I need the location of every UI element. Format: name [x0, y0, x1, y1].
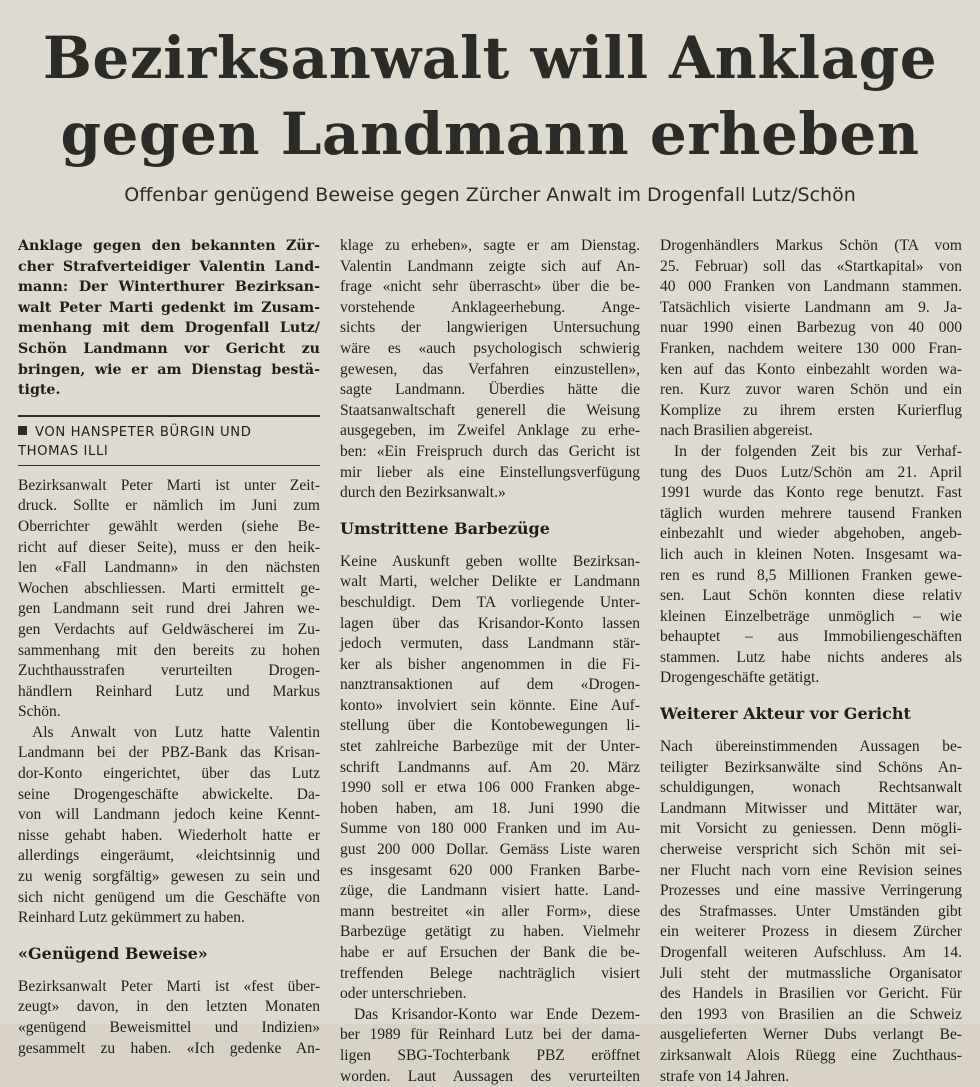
- text-line: Schön Landmann vor Gericht zu: [18, 340, 320, 357]
- paragraph: [660, 236, 962, 442]
- text-line: ren es rund 8,5 Millionen Franken gewe-: [660, 566, 962, 584]
- text-line: len «Fall Landmann» in den nächsten: [18, 559, 320, 577]
- text-line: ausgegeben, im Zweifel Anklage zu erhe-: [340, 422, 640, 440]
- text-line: Oberrichter gewählt werden (siehe Be-: [18, 517, 320, 535]
- text-line: hoben haben, am 18. Juni 1990 die: [340, 799, 640, 817]
- text-line: 1990 soll er etwa 106 000 Franken abge-: [340, 779, 640, 797]
- text-line: jedoch vermuten, dass Landmann stär-: [340, 635, 640, 653]
- text-line: ren. Kurz zuvor waren Schön und ein: [660, 381, 962, 399]
- text-line: 40 000 Franken von Landmann stammen.: [660, 278, 962, 296]
- text-line: dor-Konto eingerichtet, über das Lutz: [18, 765, 320, 783]
- text-line: mir lieber als eine Einstellungsverfügung: [340, 463, 640, 481]
- paragraph: [660, 442, 962, 689]
- text-line: schrift Landmanns auf. Am 20. März: [340, 758, 640, 776]
- text-line: schuldigungen, wonach Rechtsanwalt: [660, 779, 962, 797]
- text-line: ker als bisher angenommen in die Fi-: [340, 655, 640, 673]
- text-line: Wochen abschliessen. Marti ermittelt ge-: [18, 579, 320, 597]
- text-line: stellung über die Kontobewegungen li-: [340, 717, 640, 735]
- text-line: nanztransaktionen auf dem «Drogen-: [340, 676, 640, 694]
- text-line: konto» involviert sein könnte. Eine Auf-: [340, 696, 640, 714]
- text-line: Barbezüge getätigt zu haben. Vielmehr: [340, 923, 640, 941]
- text-line: teiligter Bezirksanwälte sind Schöns An-: [660, 758, 962, 776]
- text-line: gewesen, das Verfahren einzustellen»,: [340, 360, 640, 378]
- text-line: Tatsächlich visierte Landmann am 9. Ja-: [660, 298, 962, 316]
- text-line: Keine Auskunft geben wollte Bezirksan-: [340, 552, 640, 570]
- text-line: ligen SBG-Tochterbank PBZ eröffnet: [340, 1046, 640, 1064]
- text-line: Juli steht der mutmassliche Organisator: [660, 964, 962, 982]
- text-line: cher Strafverteidiger Valentin Land-: [18, 258, 320, 275]
- text-line: zeugt» davon, in den letzten Monaten: [18, 998, 320, 1016]
- text-line: zirksanwalt Alois Rüegg eine Zuchthaus-: [660, 1046, 962, 1064]
- text-line: Drogenfall weiteren Aufschluss. Am 14.: [660, 944, 962, 961]
- section-heading: Weiterer Akteur vor Gericht: [660, 704, 911, 724]
- text-line: sen. Laut Schön konnten diese relativ: [660, 587, 962, 605]
- paragraph: [18, 723, 320, 929]
- text-line: des Strafmasses. Unter Umständen gibt: [660, 902, 962, 920]
- text-line: Nach übereinstimmenden Aussagen be-: [660, 738, 962, 756]
- square-bullet-icon: [18, 426, 27, 435]
- text-line: des Handels in Brasilien vor Gericht. Für: [660, 985, 962, 1003]
- text-line: allerdings eingeräumt, «leichtsinnig und: [18, 847, 320, 865]
- text-line: richt auf dieser Seite), muss er den heik-: [18, 538, 320, 556]
- text-line: von will Landmann jedoch keine Kennt-: [18, 806, 320, 824]
- text-line: habe er auf Ersuchen der Bank die be-: [340, 944, 640, 961]
- text-line: Staatsanwaltschaft generell die Weisung: [340, 401, 640, 419]
- text-line: den 1993 von Brasilien an die Schweiz: [660, 1005, 962, 1023]
- text-line: worden. Laut Aussagen des verurteilten: [340, 1067, 640, 1085]
- text-line: zu wenig sorgfältig» gewesen zu sein und: [18, 868, 320, 886]
- text-line: bringen, wie er am Dienstag bestä-: [18, 361, 320, 378]
- paragraph: [660, 737, 962, 1087]
- text-line: mann bestreitet «in aller Form», diese: [340, 902, 640, 920]
- text-line: Bezirksanwalt Peter Marti ist «fest über-: [18, 977, 320, 995]
- text-line: Zuchthausstrafen verurteilten Drogen-: [18, 662, 320, 680]
- section-heading: «Genügend Beweise»: [18, 943, 208, 963]
- text-line: frage «nicht sehr überrascht» über die be-: [340, 278, 640, 296]
- text-line: sagte Landmann. Überdies hätte die: [340, 381, 640, 399]
- paragraph: [340, 1005, 640, 1087]
- paragraph: [340, 236, 640, 504]
- text-line: ner Flucht nach vorn eine Revision seines: [660, 861, 962, 879]
- text-line: lich auch in kleinen Noten. Insgesamt wa-: [660, 545, 962, 563]
- text-line: stet zahlreiche Barbezüge mit der Unter-: [340, 738, 640, 756]
- text-line: seine Drogengeschäfte abwickelte. Da-: [18, 785, 320, 803]
- text-line: Reinhard Lutz gekümmert zu haben.: [18, 909, 245, 927]
- text-line: beschuldigt. Dem TA vorliegende Unter-: [340, 593, 640, 611]
- text-line: druck. Sollte er nämlich im Juni zum: [18, 497, 320, 515]
- text-line: sammenhang mit den bereits zu hohen: [18, 641, 320, 659]
- text-line: Komplize zu ihrem ersten Kurierflug: [660, 401, 962, 419]
- lead-paragraph: [18, 236, 320, 401]
- text-line: Valentin Landmann zeigte sich auf An-: [340, 257, 640, 275]
- text-line: Prozesses und eine massive Verringerung: [660, 882, 962, 900]
- column-3: [660, 236, 962, 1087]
- text-line: menhang mit dem Drogenfall Lutz/: [18, 320, 320, 337]
- paragraph: [18, 977, 320, 1059]
- text-line: klage zu erheben», sagte er am Dienstag.: [340, 237, 640, 254]
- text-line: behauptet – aus Immobiliengeschäften: [660, 628, 962, 646]
- text-line: ben: «Ein Freispruch durch das Gericht ist: [340, 442, 640, 460]
- subtitle: Offenbar genügend Beweise gegen Zürcher Anwalt im Drogenfall Lutz/Schön: [124, 184, 856, 206]
- text-line: einbezahlt und wieder abgehoben, angeb-: [660, 525, 962, 543]
- text-line: Franken, nachdem weitere 130 000 Fran-: [660, 339, 962, 357]
- text-line: tung des Duos Lutz/Schön am 21. April: [660, 463, 962, 481]
- text-line: 1991 wurde das Konto rege benutzt. Fast: [660, 484, 962, 502]
- section-heading: Umstrittene Barbezüge: [340, 518, 550, 538]
- text-line: täglich wurden mehrere tausend Franken: [660, 504, 962, 522]
- text-line: Landmann bei der PBZ-Bank das Krisan-: [18, 744, 320, 762]
- text-line: ausgelieferten Werner Dubs verlangt Be-: [660, 1026, 962, 1044]
- paragraph: [340, 552, 640, 1005]
- text-line: Schön.: [18, 703, 61, 721]
- text-line: Landmann Mitwisser und Mittäter war,: [660, 799, 962, 817]
- text-line: mit Vorsicht zu geniessen. Denn mögli-: [660, 820, 962, 838]
- text-line: walt Peter Marti gedenkt im Zusam-: [18, 299, 320, 316]
- byline-line: THOMAS ILLI: [18, 443, 109, 459]
- text-line: züge, die Landmann visiert hatte. Land-: [340, 882, 640, 900]
- text-line: sich nicht genügend um die Geschäfte von: [18, 888, 320, 906]
- text-line: ken auf das Konto einbezahlt worden wa-: [660, 360, 962, 378]
- text-line: nisse gehabt haben. Wiederholt hatte er: [18, 826, 320, 844]
- text-line: wäre es «auch psychologisch schwierig: [340, 339, 640, 357]
- text-line: ein weiterer Prozess in diesem Zürcher: [660, 923, 962, 941]
- text-line: nach Brasilien abgereist.: [660, 422, 813, 440]
- text-line: nuar 1990 einen Barbezug von 40 000: [660, 319, 962, 337]
- text-line: Drogenhändlers Markus Schön (TA vom: [660, 237, 962, 254]
- text-line: Als Anwalt von Lutz hatte Valentin: [32, 723, 320, 741]
- headline-line: Bezirksanwalt will Anklage: [42, 24, 938, 92]
- text-line: tigte.: [18, 382, 61, 399]
- text-line: Drogengeschäfte getätigt.: [660, 669, 820, 687]
- text-line: mann: Der Winterthurer Bezirksan-: [18, 279, 320, 296]
- text-line: oder unterschrieben.: [340, 985, 467, 1003]
- text-line: stammen. Lutz habe nichts anderes als: [660, 648, 962, 666]
- text-line: strafe von 14 Jahren.: [660, 1067, 790, 1085]
- text-line: walt Marti, welcher Delikte er Landmann: [340, 573, 640, 591]
- column-1: [18, 236, 320, 1059]
- byline: [18, 415, 320, 466]
- byline-line: VON HANSPETER BÜRGIN UND: [35, 424, 252, 440]
- text-line: sichts der langwierigen Untersuchung: [340, 319, 640, 337]
- headline-line: gegen Landmann erheben: [60, 100, 920, 168]
- paragraph: [18, 476, 320, 723]
- text-line: gen Landmann seit rund drei Jahren we-: [18, 600, 320, 618]
- text-line: «genügend Beweismittel und Indizien»: [18, 1019, 320, 1036]
- text-line: Anklage gegen den bekannten Zür-: [18, 238, 320, 254]
- text-line: Bezirksanwalt Peter Marti ist unter Zeit-: [18, 476, 320, 494]
- text-line: Summe von 180 000 Franken und im Au-: [340, 820, 640, 838]
- text-line: In der folgenden Zeit bis zur Verhaf-: [674, 442, 962, 460]
- text-line: treffenden Belege nachträglich visiert: [340, 964, 640, 982]
- text-line: ber 1989 für Reinhard Lutz bei der dama-: [340, 1026, 640, 1044]
- text-line: gen Verdachts auf Geldwäscherei im Zu-: [18, 620, 320, 638]
- text-line: gust 200 000 Dollar. Gemäss Liste waren: [340, 841, 640, 859]
- text-line: 25. Februar) soll das «Startkapital» von: [660, 257, 962, 275]
- text-line: cherweise verspricht sich Schön mit sei-: [660, 841, 962, 859]
- text-line: Das Krisandor-Konto war Ende Dezem-: [354, 1005, 640, 1023]
- text-line: händlern Reinhard Lutz und Markus: [18, 682, 320, 700]
- text-line: gesammelt zu haben. «Ich gedenke An-: [18, 1039, 320, 1057]
- headline: [20, 20, 960, 172]
- text-line: vorstehende Anklageerhebung. Ange-: [340, 298, 640, 316]
- text-line: es insgesamt 620 000 Franken Barbe-: [340, 861, 640, 879]
- text-line: durch den Bezirksanwalt.»: [340, 484, 506, 502]
- column-2: [340, 236, 640, 1087]
- text-line: lagen über das Krisandor-Konto lassen: [340, 614, 640, 632]
- text-line: kleinen Einzelbeträge unmöglich – wie: [660, 607, 962, 625]
